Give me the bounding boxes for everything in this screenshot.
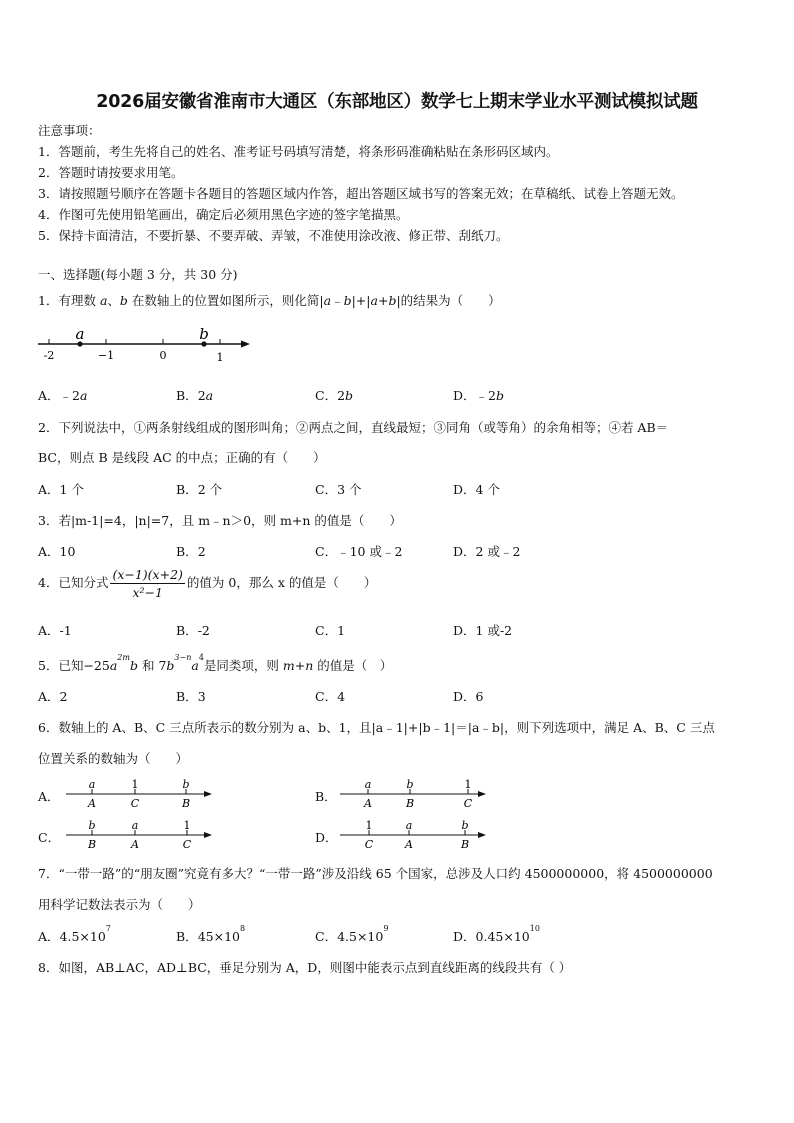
q1-option-a[interactable]: A．﹣2a — [38, 388, 88, 403]
question-3-text: 3．若|m-1|=4，|n|=7，且 m﹣n＞0，则 m+n 的值是（ ） — [38, 513, 402, 528]
q1-option-c[interactable]: C．2b — [315, 388, 354, 403]
q3-option-c[interactable]: C．﹣10 或﹣2 — [315, 544, 403, 559]
axis-point-label: b — [406, 778, 414, 791]
section-heading: 一、选择题(每小题 3 分，共 30 分) — [38, 267, 238, 282]
notice-item: 4．作图可先使用铅笔画出，确定后必须用黑色字迹的签字笔描黑。 — [38, 207, 409, 222]
q3-option-a[interactable]: A．10 — [38, 544, 76, 559]
q7-option-d[interactable]: D．$0.45\times 10^{10}$ — [453, 924, 540, 944]
axis-point-label: 1 — [183, 819, 191, 832]
axis-point-label: b — [461, 819, 469, 832]
axis-point-name: C — [130, 797, 140, 810]
question-4-text: 4．已知分式 $\frac{(x-1)(x+2)}{\text{x²−1}}$ 的值为 0，那么 x 的值是（ ） — [38, 567, 377, 600]
q6-option-c-label[interactable]: C． — [38, 830, 61, 845]
q2-option-d[interactable]: D．4 个 — [453, 482, 500, 497]
notice-item: 1．答题前，考生先将自己的姓名、准考证号码填写清楚，将条形码准确粘贴在条形码区域内。 — [38, 144, 559, 159]
question-5-text: 5．已知$-25a^{2m}b$ 和 $7b^{3-n}a^4$是同类项，则 m+n 的值是（ ） — [38, 653, 393, 673]
axis-point-name: C — [463, 797, 473, 810]
tick-label: -2 — [43, 349, 55, 362]
tick-label: 1 — [216, 351, 224, 364]
question-6-text: 6．数轴上的 A、B、C 三点所表示的数分别为 a、b、1，且|a﹣1|+|b﹣1|＝|a﹣b|，则下列选项中，满足 A、B、C 三点 — [38, 720, 715, 735]
q6-option-b-label[interactable]: B． — [315, 789, 337, 804]
q4-option-d[interactable]: D．1 或-2 — [453, 623, 513, 638]
notice-item: 5．保持卡面清洁，不要折暴、不要弄破、弄皱，不准使用涂改液、修正带、刮纸刀。 — [38, 228, 509, 243]
q1-number-line — [36, 322, 256, 366]
question-7-text: 用科学记数法表示为（ ） — [38, 897, 201, 912]
q6-option-c-number-line[interactable] — [62, 817, 214, 853]
q4-option-b[interactable]: B．-2 — [176, 623, 210, 638]
q6-option-b-number-line[interactable] — [336, 776, 488, 812]
axis-point-name: C — [364, 838, 374, 851]
question-1-text: 1．有理数 a、b 在数轴上的位置如图所示，则化简|a﹣b|+|a+b|的结果为（ ） — [38, 293, 501, 308]
question-2-text: 2．下列说法中，①两条射线组成的图形叫角；②两点之间，直线最短；③同角（或等角）的余角相等；④若 AB＝ — [38, 420, 669, 435]
axis-point-label: 1 — [131, 778, 139, 791]
q6-option-d-number-line[interactable] — [336, 817, 488, 853]
q1-option-d[interactable]: D．﹣2b — [453, 388, 504, 403]
point-a-label: a — [75, 325, 85, 343]
axis-point-name: A — [405, 838, 413, 851]
notice-heading: 注意事项： — [38, 123, 101, 138]
axis-point-name: A — [88, 797, 96, 810]
axis-point-label: b — [88, 819, 96, 832]
question-6-text: 位置关系的数轴为（ ） — [38, 751, 189, 766]
notice-item: 2．答题时请按要求用笔。 — [38, 165, 184, 180]
axis-point-label: 1 — [464, 778, 472, 791]
question-7-text: 7．“一带一路”的“朋友圈”究竟有多大？“一带一路”涉及沿线 65 个国家，总涉及人口约 4500000000，将 4500000000 — [38, 866, 713, 881]
point-b-label: b — [199, 325, 209, 343]
q7-option-b[interactable]: B．$45\times 10^8$ — [176, 924, 246, 944]
axis-point-label: a — [88, 778, 96, 791]
q5-option-a[interactable]: A．2 — [38, 689, 68, 704]
q7-option-c[interactable]: C．$4.5\times 10^9$ — [315, 924, 389, 944]
page-title: 2026届安徽省淮南市大通区（东部地区）数学七上期末学业水平测试模拟试题 — [96, 92, 698, 112]
q5-option-b[interactable]: B．3 — [176, 689, 206, 704]
q2-option-c[interactable]: C．3 个 — [315, 482, 362, 497]
axis-point-label: a — [131, 819, 139, 832]
axis-point-name: B — [460, 838, 470, 851]
question-2-text: BC，则点 B 是线段 AC 的中点；正确的有（ ） — [38, 450, 326, 465]
q6-option-a-number-line[interactable] — [62, 776, 214, 812]
axis-point-name: B — [405, 797, 415, 810]
q6-option-d-label[interactable]: D． — [315, 830, 338, 845]
axis-point-label: a — [364, 778, 372, 791]
q3-option-d[interactable]: D．2 或﹣2 — [453, 544, 521, 559]
tick-label: 0 — [159, 349, 167, 362]
q4-fraction: $\frac{(x-1)(x+2)}{\text{x²−1}}$ — [112, 567, 183, 600]
axis-point-name: A — [131, 838, 139, 851]
notice-item: 3．请按照题号顺序在答题卡各题目的答题区域内作答，超出答题区域书写的答案无效；在草稿纸、试卷上答题无效。 — [38, 186, 684, 201]
q4-option-a[interactable]: A．-1 — [38, 623, 72, 638]
axis-point-name: C — [182, 838, 192, 851]
axis-point-label: 1 — [365, 819, 373, 832]
q5-option-c[interactable]: C．4 — [315, 689, 346, 704]
axis-point-label: b — [182, 778, 190, 791]
axis-point-name: B — [181, 797, 191, 810]
q3-option-b[interactable]: B．2 — [176, 544, 206, 559]
q6-option-a-label[interactable]: A． — [38, 789, 60, 804]
axis-point-name: A — [364, 797, 372, 810]
q2-option-a[interactable]: A．1 个 — [38, 482, 84, 497]
axis-point-name: B — [87, 838, 97, 851]
q5-option-d[interactable]: D．6 — [453, 689, 484, 704]
q7-option-a[interactable]: A．$4.5\times 10^7$ — [38, 924, 111, 944]
axis-point-label: a — [405, 819, 413, 832]
q2-option-b[interactable]: B．2 个 — [176, 482, 223, 497]
question-8-text: 8．如图，AB⊥AC，AD⊥BC，垂足分别为 A，D，则图中能表示点到直线距离的线段共有（ ） — [38, 960, 572, 975]
tick-label: −1 — [97, 349, 115, 362]
q4-option-c[interactable]: C．1 — [315, 623, 346, 638]
q1-option-b[interactable]: B．2a — [176, 388, 214, 403]
